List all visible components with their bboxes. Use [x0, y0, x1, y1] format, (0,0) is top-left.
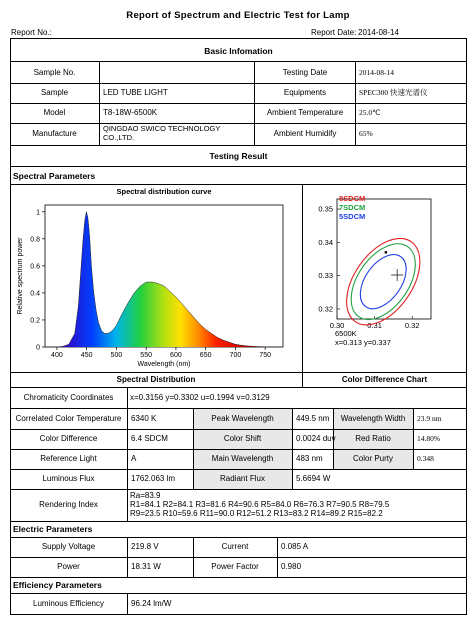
testing-date-value: 2014-08-14: [359, 68, 394, 77]
color-shift-value: 0.0024 duv: [296, 434, 336, 443]
red-ratio-label: Red Ratio: [355, 434, 391, 443]
radiant-flux-value: 5.6694 W: [296, 474, 331, 483]
power-factor-value: 0.980: [281, 562, 302, 571]
cie-y-tick-label: 0.32: [318, 304, 333, 314]
y-tick-label: 0: [36, 344, 40, 352]
y-tick-label: 1: [36, 209, 40, 217]
manufacture-value-line2: CO.,LTD.: [103, 133, 135, 142]
cie-legend-7sdcm: 7SDCM: [339, 203, 366, 212]
cie-y-tick-label: 0.33: [318, 271, 333, 281]
supply-voltage-label: Supply Voltage: [41, 542, 96, 551]
rendering-r-line2: R9=23.5 R10=59.6 R11=90.0 R12=51.2 R13=83.2 R14=89.2 R15=82.2: [130, 509, 383, 518]
cie-y-tick-label: 0.35: [318, 204, 333, 214]
cie-x-tick-label: 0.31: [367, 321, 382, 330]
color-purity-label: Color Purty: [352, 454, 393, 463]
color-difference-value: 6.4 SDCM: [131, 434, 168, 443]
cie-y-tick-label: 0.34: [318, 237, 333, 247]
cct-label: Correlated Color Temperature: [15, 414, 122, 423]
color-purity-value: 0.348: [417, 454, 434, 463]
main-wavelength-label: Main Wavelength: [211, 454, 274, 463]
peak-wavelength-label: Peak Wavelength: [211, 414, 274, 423]
chromaticity-value: x=0.3156 y=0.3302 u=0.1994 v=0.3129: [130, 393, 270, 402]
sample-no-label: Sample No.: [33, 68, 76, 77]
power-factor-label: Power Factor: [211, 562, 259, 571]
x-tick-label: 500: [110, 352, 123, 359]
rendering-index-label: Rendering Index: [39, 500, 98, 509]
rendering-ra-value: Ra=83.9: [130, 491, 161, 500]
cie-legend-8sdcm: 8SDCM: [339, 194, 366, 203]
basic-info-heading: Basic Infomation: [204, 46, 273, 56]
wavelength-width-label: Wavelength Width: [340, 414, 406, 423]
sample-value: LED TUBE LIGHT: [103, 88, 168, 97]
chromaticity-label: Chromaticity Coordinates: [23, 393, 114, 402]
equipments-value: SPEC300 快速光谱仪: [359, 88, 428, 97]
report-date-label: Report Date:: [311, 28, 357, 37]
wavelength-width-value: 23.9 nm: [417, 414, 442, 423]
cie-x-tick-label: 0.30: [329, 321, 345, 330]
x-tick-label: 700: [229, 352, 242, 359]
testing-result-heading: Testing Result: [209, 151, 268, 161]
y-tick-label: 0.2: [30, 317, 40, 325]
x-tick-label: 550: [140, 352, 152, 359]
y-tick-label: 0.8: [30, 236, 40, 244]
peak-wavelength-value: 449.5 nm: [296, 414, 330, 423]
color-difference-chart-label: Color Difference Chart: [341, 375, 428, 384]
y-axis-label: Relative spectrum power: [17, 237, 24, 315]
manufacture-value-line1: QINGDAO SWICO TECHNOLOGY: [103, 124, 221, 133]
ambient-temp-value: 25.0℃: [359, 108, 381, 117]
x-tick-label: 450: [80, 352, 93, 359]
spectral-distribution-label: Spectral Distribution: [116, 375, 196, 384]
electric-params-heading: Electric Parameters: [13, 524, 93, 534]
spectral-distribution-chart: [12, 185, 301, 371]
color-difference-chart: [303, 185, 466, 371]
luminous-efficiency-value: 96.24 lm/W: [131, 599, 172, 608]
sample-label: Sample: [40, 88, 69, 97]
x-axis-label: Wavelength (nm): [137, 361, 191, 368]
supply-voltage-value: 219.8 V: [131, 542, 159, 551]
cie-x-tick-label: 0.32: [404, 321, 420, 330]
x-tick-label: 400: [51, 352, 63, 359]
model-label: Model: [43, 108, 66, 117]
cie-legend-5sdcm: 5SDCM: [339, 212, 366, 221]
x-tick-label: 600: [170, 352, 182, 359]
ambient-humidity-value: 65%: [359, 129, 373, 138]
model-value: T8-18W-6500K: [103, 108, 158, 117]
report-no-label: Report No.:: [11, 28, 52, 37]
spectral-params-heading: Spectral Parameters: [13, 171, 96, 181]
x-tick-label: 750: [259, 352, 271, 359]
cct-value: 6340 K: [131, 414, 157, 423]
reference-light-label: Reference Light: [40, 454, 97, 463]
y-tick-label: 0.4: [30, 290, 40, 298]
color-shift-label: Color Shift: [223, 434, 262, 443]
y-tick-label: 0.6: [30, 263, 40, 271]
power-value: 18.31 W: [131, 562, 161, 571]
ambient-humidity-label: Ambient Humidify: [273, 129, 337, 138]
equipments-label: Equipments: [283, 88, 327, 97]
cie-caption-cct: 6500K: [335, 329, 357, 338]
report-date: 2014-08-14: [358, 28, 399, 37]
power-label: Power: [57, 562, 80, 571]
red-ratio-value: 14.80%: [417, 434, 441, 443]
cie-caption-xy: x=0.313 y=0.337: [335, 338, 391, 347]
radiant-flux-label: Radiant Flux: [220, 474, 265, 483]
color-difference-label: Color Difference: [39, 434, 98, 443]
main-wavelength-value: 483 nm: [296, 454, 323, 463]
report-title: Report of Spectrum and Electric Test for Lamp: [126, 10, 350, 21]
reference-light-value: A: [131, 454, 137, 463]
luminous-efficiency-label: Luminous Efficiency: [33, 599, 104, 608]
chromaticity-point: [385, 251, 387, 253]
luminous-flux-value: 1762.063 lm: [131, 474, 176, 483]
efficiency-params-heading: Efficiency Parameters: [13, 580, 102, 590]
ambient-temp-label: Ambient Temperature: [266, 108, 344, 117]
current-label: Current: [221, 542, 249, 551]
manufacture-label: Manufacture: [32, 129, 77, 138]
rendering-r-line1: R1=84.1 R2=84.1 R3=81.6 R4=90.6 R5=84.0 R6=76.3 R7=90.5 R8=79.5: [130, 500, 390, 509]
testing-date-label: Testing Date: [282, 68, 328, 77]
luminous-flux-label: Luminous Flux: [42, 474, 95, 483]
x-tick-label: 650: [199, 352, 212, 359]
spectral-chart-title: Spectral distribution curve: [116, 187, 212, 196]
current-value: 0.085 A: [281, 542, 309, 551]
